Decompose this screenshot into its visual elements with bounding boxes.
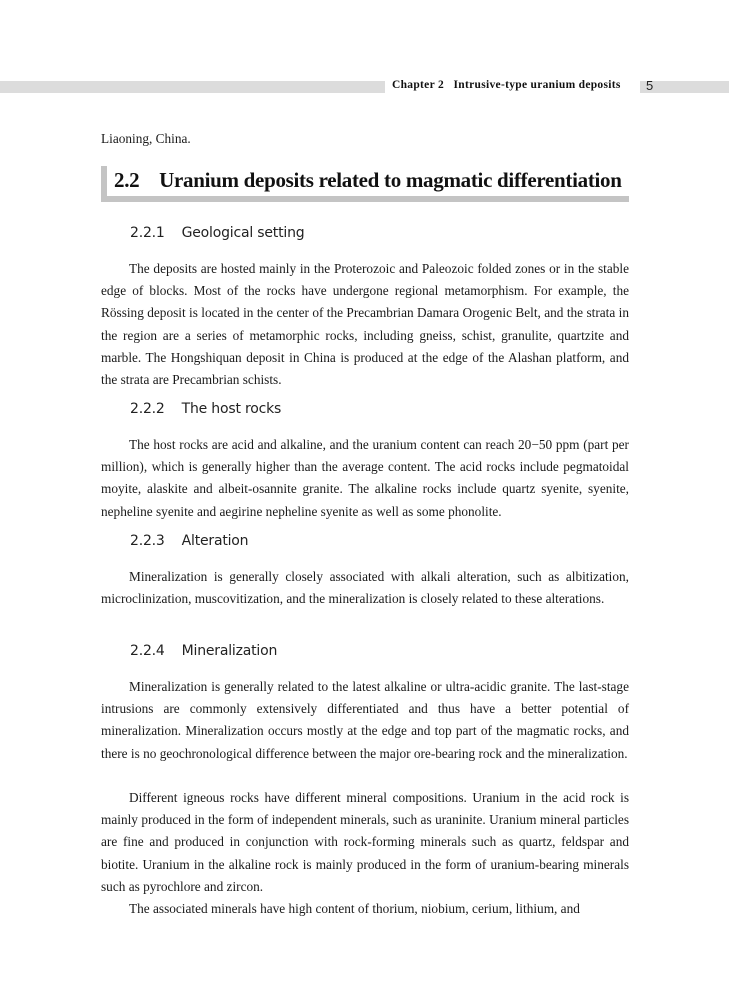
section-title: 2.2 Uranium deposits related to magmatic differentiation [114,168,622,192]
paragraph-host-rocks: The host rocks are acid and alkaline, and the uranium content can reach 20−50 ppm (part per million), which is generally higher than the average content. The acid rocks include pegmatoidal moyite, alaskite and albeit-osannite granite. The alkaline rocks include quartz syenite, syenite, nepheline syenite and aegirine nepheline syenite as well as some phonolite. [101,437,629,519]
header-rule-right [640,81,729,93]
subsection-heading-alteration: 2.2.3 Alteration [130,533,249,549]
paragraph-mineralization-3: The associated minerals have high content of thorium, niobium, cerium, lithium, and [129,901,580,916]
subsection-heading-host-rocks: 2.2.2 The host rocks [130,401,282,417]
lead-text: Liaoning, China. [101,131,191,146]
paragraph-mineralization-2: Different igneous rocks have different mineral compositions. Uranium in the acid rock is mainly produced in the form of independent minerals, such as uraninite. Uranium mineral particles are fine and produced in conjunction with rock-forming minerals such as quartz, feldspar and biotite. Uranium in the alkaline rock is mainly produced in the form of uranium-bearing minerals such as pyrochlore and zircon. [101,790,629,894]
subsection-heading-geological-setting: 2.2.1 Geological setting [130,225,305,241]
paragraph-mineralization-1: Mineralization is generally related to the latest alkaline or ultra-acidic granite. The last-stage intrusions are commonly extensively differentiated and thus have a better potential of mineralization. Mineralization occurs mostly at the edge and top part of the magmatic rocks, and there is no geochronological difference between the major ore-bearing rock and the mineralization. [101,679,629,761]
running-header-chapter-title: Chapter 2 Intrusive-type uranium deposits [392,79,621,91]
page-number: 5 [646,78,654,93]
subsection-heading-mineralization: 2.2.4 Mineralization [130,643,278,659]
paragraph-alteration: Mineralization is generally closely associated with alkali alteration, such as albitization, microclinization, muscovitization, and the mineralization is closely related to these alterations. [101,569,629,607]
section-heading [101,166,629,202]
paragraph-geological-setting: The deposits are hosted mainly in the Proterozoic and Paleozoic folded zones or in the stable edge of blocks. Most of the rocks have undergone regional metamorphism. For example, the Rössing deposit is located in the center of the Precambrian Damara Orogenic Belt, and the strata in the region are a series of metamorphic rocks, including gneiss, schist, granulite, quartzite and marble. The Hongshiquan deposit in China is produced at the edge of the Alashan platform, and the strata are Precambrian schists. [101,261,629,388]
header-rule-left [0,81,385,93]
heading-underline-bar [101,196,629,202]
